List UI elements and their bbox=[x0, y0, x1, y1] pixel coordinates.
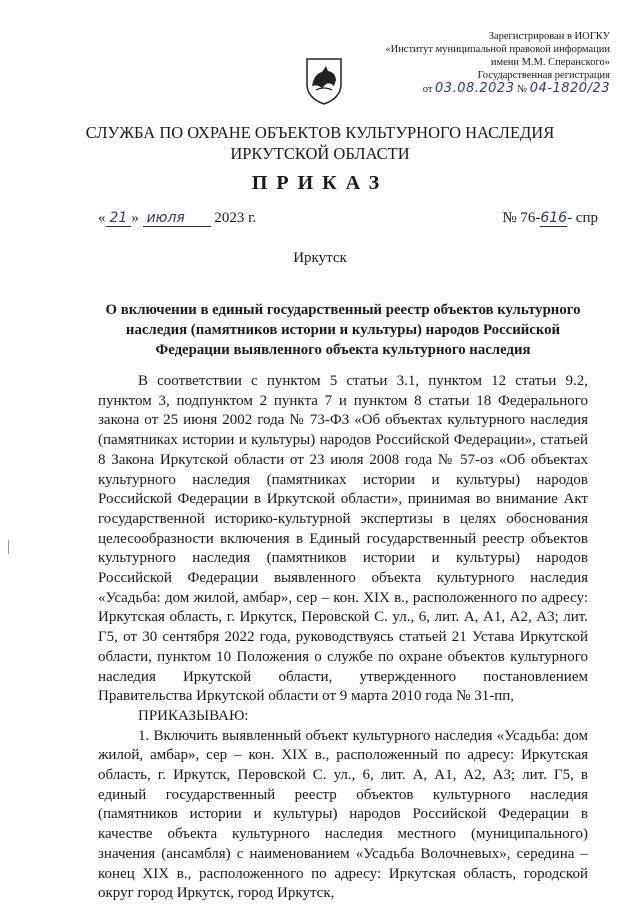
agency-name bbox=[60, 122, 580, 164]
order-word: ПРИКАЗЫВАЮ: bbox=[138, 707, 249, 724]
order-item-1: 1. Включить выявленный объект культурного наследия «Усадьба: дом жилой, амбар», сер – кон. XIX в., расположенный по адресу: Иркутская область, г. Иркутск, Перовской С. ул., 6, лит. А, А1, А2, А3; лит. Г5, в единый государственный реестр объектов культурного наследия (памятников истории и культуры) народов Российской Федерации в качестве объекта культурного наследия местного (муниципального) значения (ансамбля) с наименованием «Усадьба Волочневых», середина – конец XIX в., расположенного по адресу: Иркутская область, городской округ город Иркутск, город Иркутск, bbox=[98, 727, 588, 902]
margin-mark bbox=[8, 540, 9, 554]
number-prefix: № 76- bbox=[502, 210, 541, 226]
number-handwritten: 616 bbox=[540, 210, 568, 226]
stamp-registration-line bbox=[350, 82, 610, 96]
stamp-reg-date: 03.08.2023 bbox=[435, 81, 515, 96]
city-name: Иркутск bbox=[293, 250, 347, 266]
date-month: июля bbox=[143, 210, 211, 227]
order-body bbox=[98, 372, 588, 904]
number-suffix: - спр bbox=[567, 210, 598, 226]
stamp-reg-number: 04-1820/23 bbox=[529, 81, 610, 96]
stamp-line-3: имени М.М. Сперанского» bbox=[490, 57, 610, 68]
stamp-line-2: «Институт муниципальной правовой информации bbox=[385, 44, 610, 55]
date-year: 2023 г. bbox=[214, 210, 257, 226]
stamp-reg-prefix: от bbox=[422, 84, 433, 95]
coat-of-arms-icon bbox=[304, 56, 344, 106]
preamble-paragraph: В соответствии с пунктом 5 статьи 3.1, пунктом 12 статьи 9.2, пунктом 3, подпунктом 2 пункта 7 и пунктом 8 статьи 18 Федерального закона от 25 июня 2002 года № 73-ФЗ «Об объектах культурного наследия (памятниках истории и культуры) народов Российской Федерации», статьей 8 Закона Иркутской области от 23 июля 2008 года № 57-оз «Об объектах культурного наследия (памятниках истории и культуры) народов Российской Федерации в Иркутской области», принимая во внимание Акт государственной историко-культурной экспертизы в целях обоснования целесообразности включения в Единый государственный реестр объектов культурного наследия (памятников истории и культуры) народов Российской Федерации выявленного объекта культурного наследия «Усадьба: дом жилой, амбар», сер – кон. XIX в., расположенного по адресу: Иркутская область, г. Иркутск, Перовской С. ул., 6, лит. А, А1, А2, А3; лит. Г5, от 30 сентября 2022 года, руководствуясь статьей 21 Устава Иркутской области, пунктом 10 Положения о службе по охране объектов культурного наследия Иркутской области, утвержденного постановлением Правительства Иркутской области от 9 марта 2010 года № 31-пп, bbox=[98, 373, 588, 705]
date-day: 21 bbox=[106, 210, 132, 227]
stamp-line-4: Государственная регистрация bbox=[477, 70, 610, 81]
stamp-line-1: Зарегистрирован в ИОГКУ bbox=[488, 31, 610, 42]
agency-line-1: СЛУЖБА ПО ОХРАНЕ ОБЪЕКТОВ КУЛЬТУРНОГО НАСЛЕДИЯ bbox=[85, 123, 555, 142]
order-subject: О включении в единый государственный реестр объектов культурного наследия (памятников истории и культуры) народов Российской Федерации выявленного объекта культурного наследия bbox=[105, 302, 581, 358]
registration-stamp bbox=[350, 30, 610, 96]
order-date bbox=[98, 210, 298, 227]
order-number bbox=[502, 210, 598, 227]
agency-line-2: ИРКУТСКОЙ ОБЛАСТИ bbox=[230, 144, 410, 163]
date-open-quote: « bbox=[98, 210, 106, 226]
document-type-title: ПРИКАЗ bbox=[251, 172, 389, 194]
stamp-reg-no-prefix: № bbox=[517, 84, 528, 95]
date-close-quote: » bbox=[131, 210, 139, 226]
